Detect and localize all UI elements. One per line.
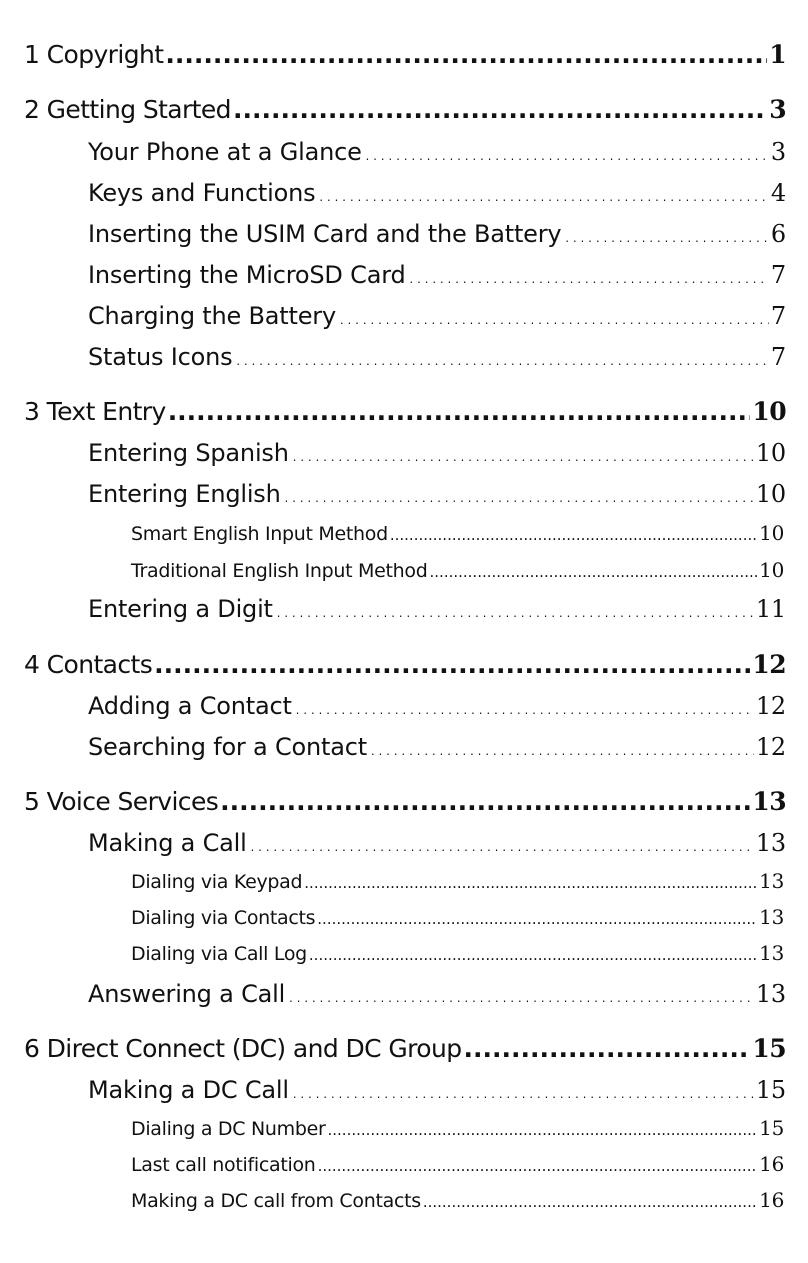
toc-entry[interactable] [88,692,786,720]
dot-leader [220,787,750,816]
toc-entry[interactable] [24,650,786,679]
dot-leader [287,980,754,1008]
dot-leader [563,220,769,248]
toc-entry-page: 13 [759,905,784,929]
toc-entry-page: 13 [752,787,786,816]
toc-entry-title: Making a DC call from Contacts [131,1190,421,1212]
dot-leader [291,1076,754,1104]
toc-entry[interactable] [24,95,786,124]
toc-entry[interactable] [88,733,786,761]
toc-entry[interactable] [88,829,786,857]
toc-entry-page: 11 [755,595,786,623]
toc-entry-title: Dialing a DC Number [131,1118,326,1140]
toc-entry[interactable] [88,302,786,330]
dot-leader [317,910,757,928]
dot-leader [294,692,754,720]
toc-entry-page: 15 [752,1034,786,1063]
toc-entry[interactable] [88,595,786,623]
toc-entry[interactable] [24,787,786,816]
dot-leader [317,179,769,207]
dot-leader [407,261,768,289]
toc-entry-page: 15 [755,1076,786,1104]
dot-leader [423,1193,757,1211]
toc-entry[interactable] [131,905,784,929]
dot-leader [304,874,757,892]
toc-entry[interactable] [24,1034,786,1063]
toc-entry-page: 6 [770,220,786,248]
toc-entry-page: 13 [755,829,786,857]
dot-leader [233,95,767,124]
dot-leader [283,480,754,508]
toc-entry-title: Adding a Contact [88,692,292,720]
toc-entry-page: 10 [759,521,784,545]
dot-leader [249,829,754,857]
toc-entry-title: 2 Getting Started [24,95,231,124]
toc-entry[interactable] [131,558,784,582]
dot-leader [390,526,757,544]
dot-leader [364,138,769,166]
toc-entry[interactable] [131,1152,784,1176]
toc-entry-title: Dialing via Keypad [131,871,303,893]
toc-entry[interactable] [131,869,784,893]
toc-entry-title: Status Icons [88,343,233,371]
toc-entry[interactable] [88,179,786,207]
toc-entry-page: 13 [759,941,784,965]
toc-entry-title: Inserting the MicroSD Card [88,261,406,289]
toc-entry-title: Answering a Call [88,980,286,1008]
toc-entry-title: Your Phone at a Glance [88,138,362,166]
dot-leader [168,397,751,426]
toc-entry-title: Last call notification [131,1154,316,1176]
toc-entry-page: 1 [769,40,786,69]
dot-leader [234,343,769,371]
toc-entry[interactable] [88,1076,786,1104]
toc-entry-page: 16 [759,1152,784,1176]
toc-entry-title: Smart English Input Method [131,523,388,545]
dot-leader [430,563,758,581]
toc-entry-page: 7 [770,302,786,330]
toc-entry-title: Dialing via Call Log [131,943,307,965]
toc-entry-title: Searching for a Contact [88,733,367,761]
toc-entry[interactable] [88,138,786,166]
toc-entry-page: 16 [759,1188,784,1212]
toc-entry-page: 3 [769,95,786,124]
toc-entry[interactable] [88,980,786,1008]
toc-entry-page: 10 [759,558,784,582]
dot-leader [369,733,754,761]
toc-entry-page: 15 [759,1116,784,1140]
dot-leader [338,302,769,330]
toc-entry-page: 12 [752,650,786,679]
toc-entry-title: Keys and Functions [88,179,316,207]
toc-entry[interactable] [88,220,786,248]
toc-entry-title: Charging the Battery [88,302,336,330]
toc-entry-title: 5 Voice Services [24,787,219,816]
toc-entry-page: 7 [770,261,786,289]
toc-entry[interactable] [131,521,784,545]
toc-entry-title: Entering a Digit [88,595,273,623]
dot-leader [463,1034,750,1063]
toc-entry-page: 3 [770,138,786,166]
dot-leader [154,650,750,679]
toc-entry-page: 4 [770,179,786,207]
toc-entry-title: Traditional English Input Method [131,560,428,582]
dot-leader [275,595,754,623]
dot-leader [309,946,757,964]
toc-entry-title: Dialing via Contacts [131,907,316,929]
dot-leader [165,40,767,69]
dot-leader [291,439,754,467]
toc-entry[interactable] [24,397,786,426]
toc-entry-title: Inserting the USIM Card and the Battery [88,220,562,248]
toc-entry-title: 3 Text Entry [24,397,166,426]
toc-entry[interactable] [88,439,786,467]
toc-entry-title: 1 Copyright [24,40,164,69]
toc-entry[interactable] [131,941,784,965]
toc-entry-title: Entering Spanish [88,439,289,467]
toc-entry-title: Making a DC Call [88,1076,289,1104]
toc-entry-page: 10 [755,439,786,467]
toc-entry[interactable] [24,40,786,69]
toc-entry-title: 6 Direct Connect (DC) and DC Group [24,1034,462,1063]
toc-entry-page: 10 [752,397,786,426]
toc-entry-page: 12 [755,733,786,761]
dot-leader [328,1121,758,1139]
toc-entry-page: 10 [755,480,786,508]
toc-entry-title: Entering English [88,480,281,508]
toc-entry[interactable] [131,1188,784,1212]
toc-entry[interactable] [88,480,786,508]
toc-entry[interactable] [88,343,786,371]
toc-entry-title: Making a Call [88,829,247,857]
toc-entry[interactable] [88,261,786,289]
toc-entry-page: 13 [755,980,786,1008]
toc-entry[interactable] [131,1116,784,1140]
dot-leader [318,1157,758,1175]
toc-entry-title: 4 Contacts [24,650,153,679]
toc-entry-page: 7 [770,343,786,371]
toc-entry-page: 12 [755,692,786,720]
toc-entry-page: 13 [759,869,784,893]
